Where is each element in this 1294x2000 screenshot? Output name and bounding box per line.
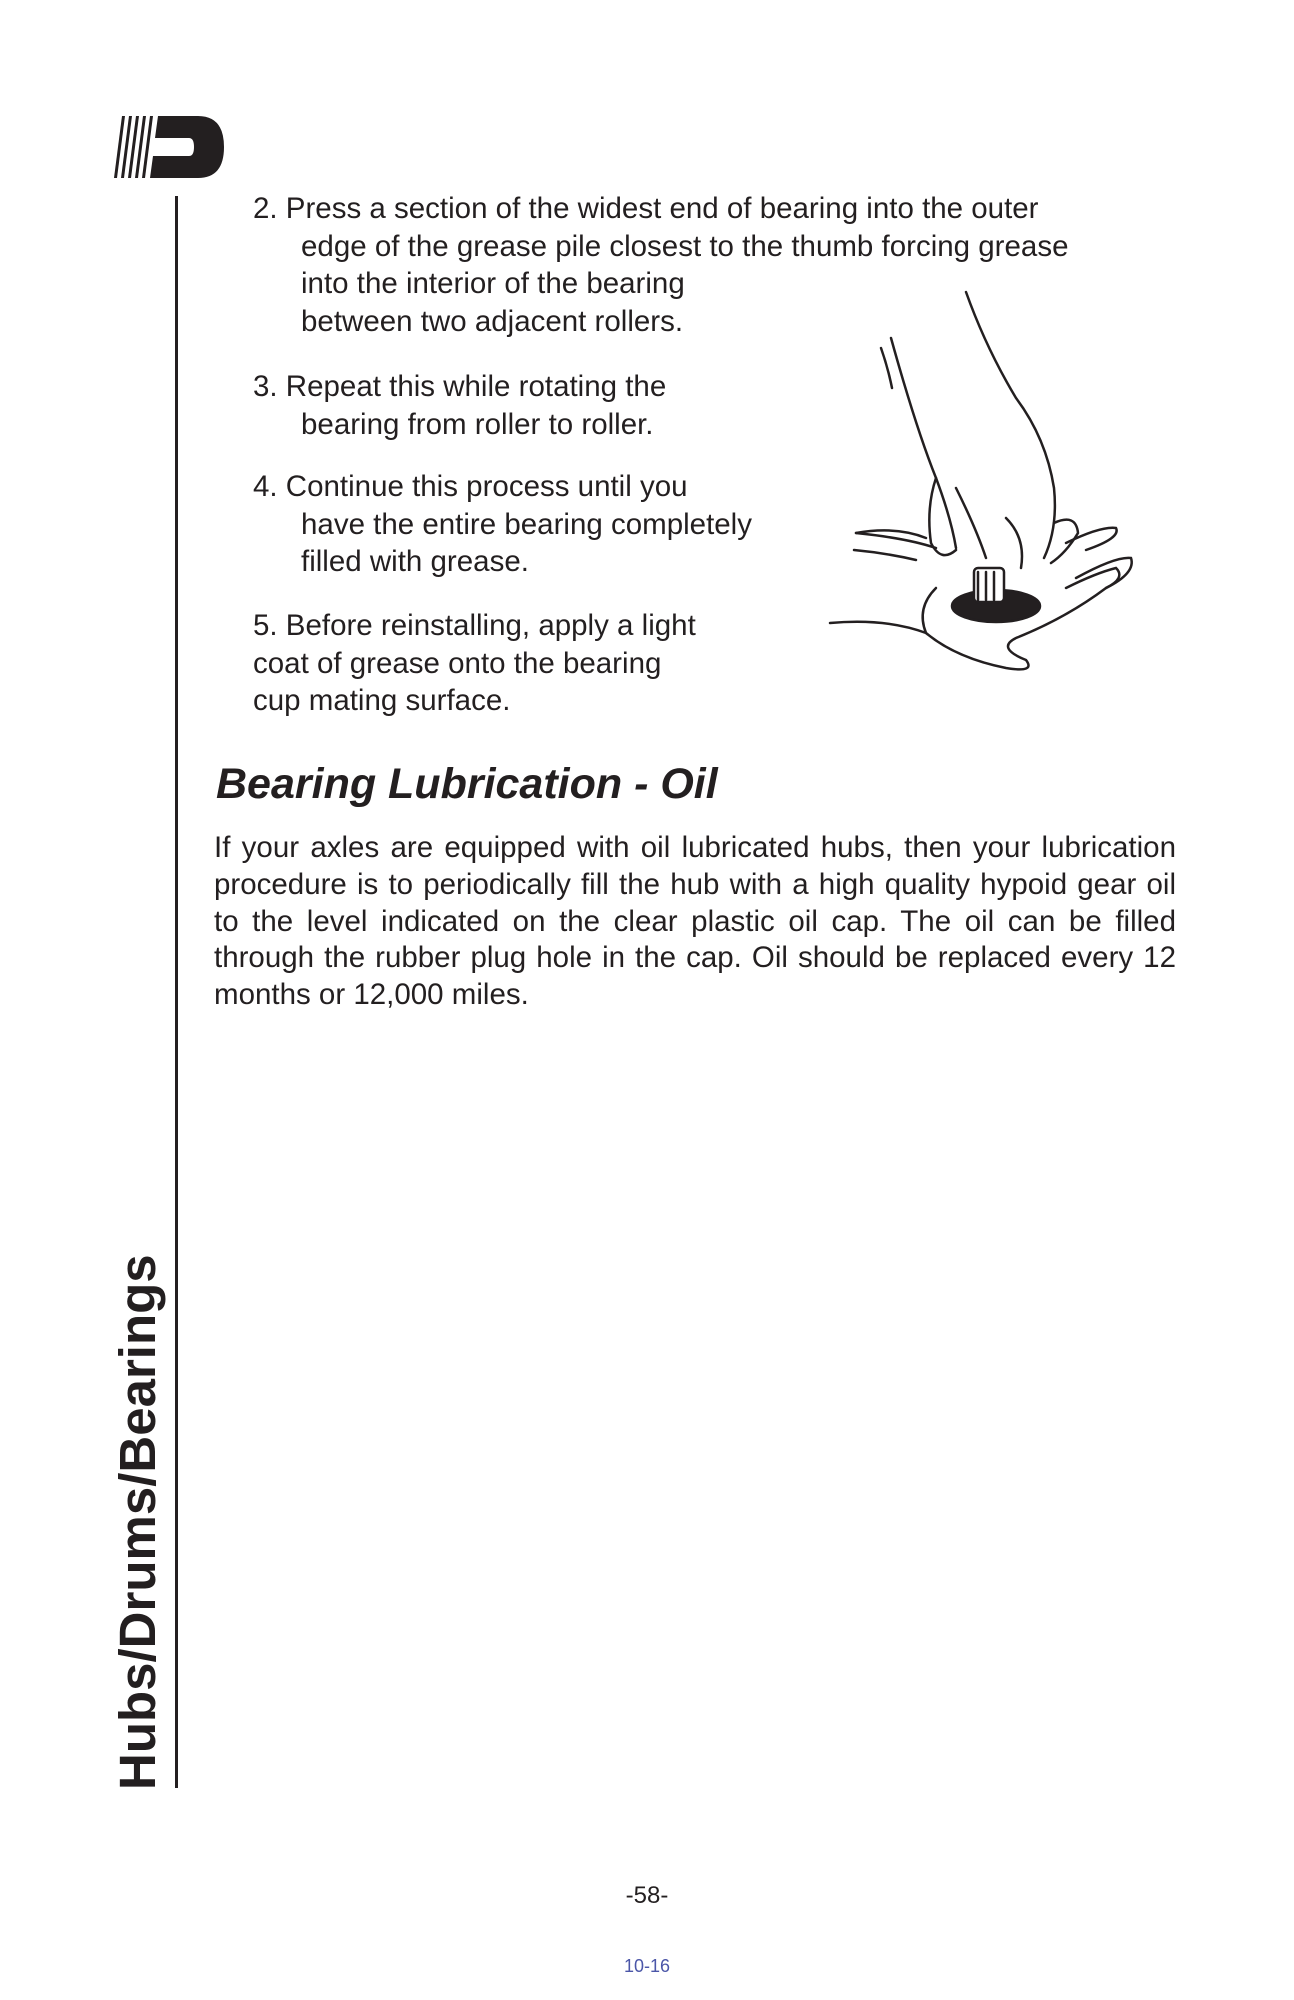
step-text: 4. Continue this process until you xyxy=(253,470,688,503)
page-number: -58- xyxy=(625,1882,669,1909)
step-text: 3. Repeat this while rotating the xyxy=(253,370,667,403)
step-text: into the interior of the bearing xyxy=(301,267,685,300)
section-tab-label: Hubs/Drums/Bearings xyxy=(109,1254,166,1790)
step-text: cup mating surface. xyxy=(253,684,511,717)
body-paragraph: If your axles are equipped with oil lubricated hubs, then your lubrication procedure is to periodically fill the hub with a high quality hypoid gear oil to the level indicated on the clear plastic oil cap. The oil can be filled through the rubber plug hole in the cap. Oil should be replaced every 12 months or 12,000 miles. xyxy=(214,831,1176,1012)
step-text: between two adjacent rollers. xyxy=(301,304,684,338)
step-text: have the entire bearing completely xyxy=(301,507,752,541)
step-5 xyxy=(253,607,696,720)
step-text: 2. Press a section of the widest end of bearing into the outer xyxy=(253,192,1039,225)
step-3 xyxy=(253,368,666,443)
step-text: edge of the grease pile closest to the thumb forcing grease xyxy=(301,229,1069,263)
hand-greasing-bearing-illustration xyxy=(826,288,1166,680)
step-4 xyxy=(253,468,752,581)
step-text: bearing from roller to roller. xyxy=(301,407,654,441)
revision-code: 10-16 xyxy=(623,1956,671,1976)
step-text: filled with grease. xyxy=(301,545,529,578)
vertical-rule xyxy=(175,196,178,1788)
brand-logo xyxy=(114,116,224,178)
step-text: 5. Before reinstalling, apply a light xyxy=(253,609,696,642)
step-text: coat of grease onto the bearing xyxy=(253,646,662,680)
section-heading: Bearing Lubrication - Oil xyxy=(216,760,718,808)
